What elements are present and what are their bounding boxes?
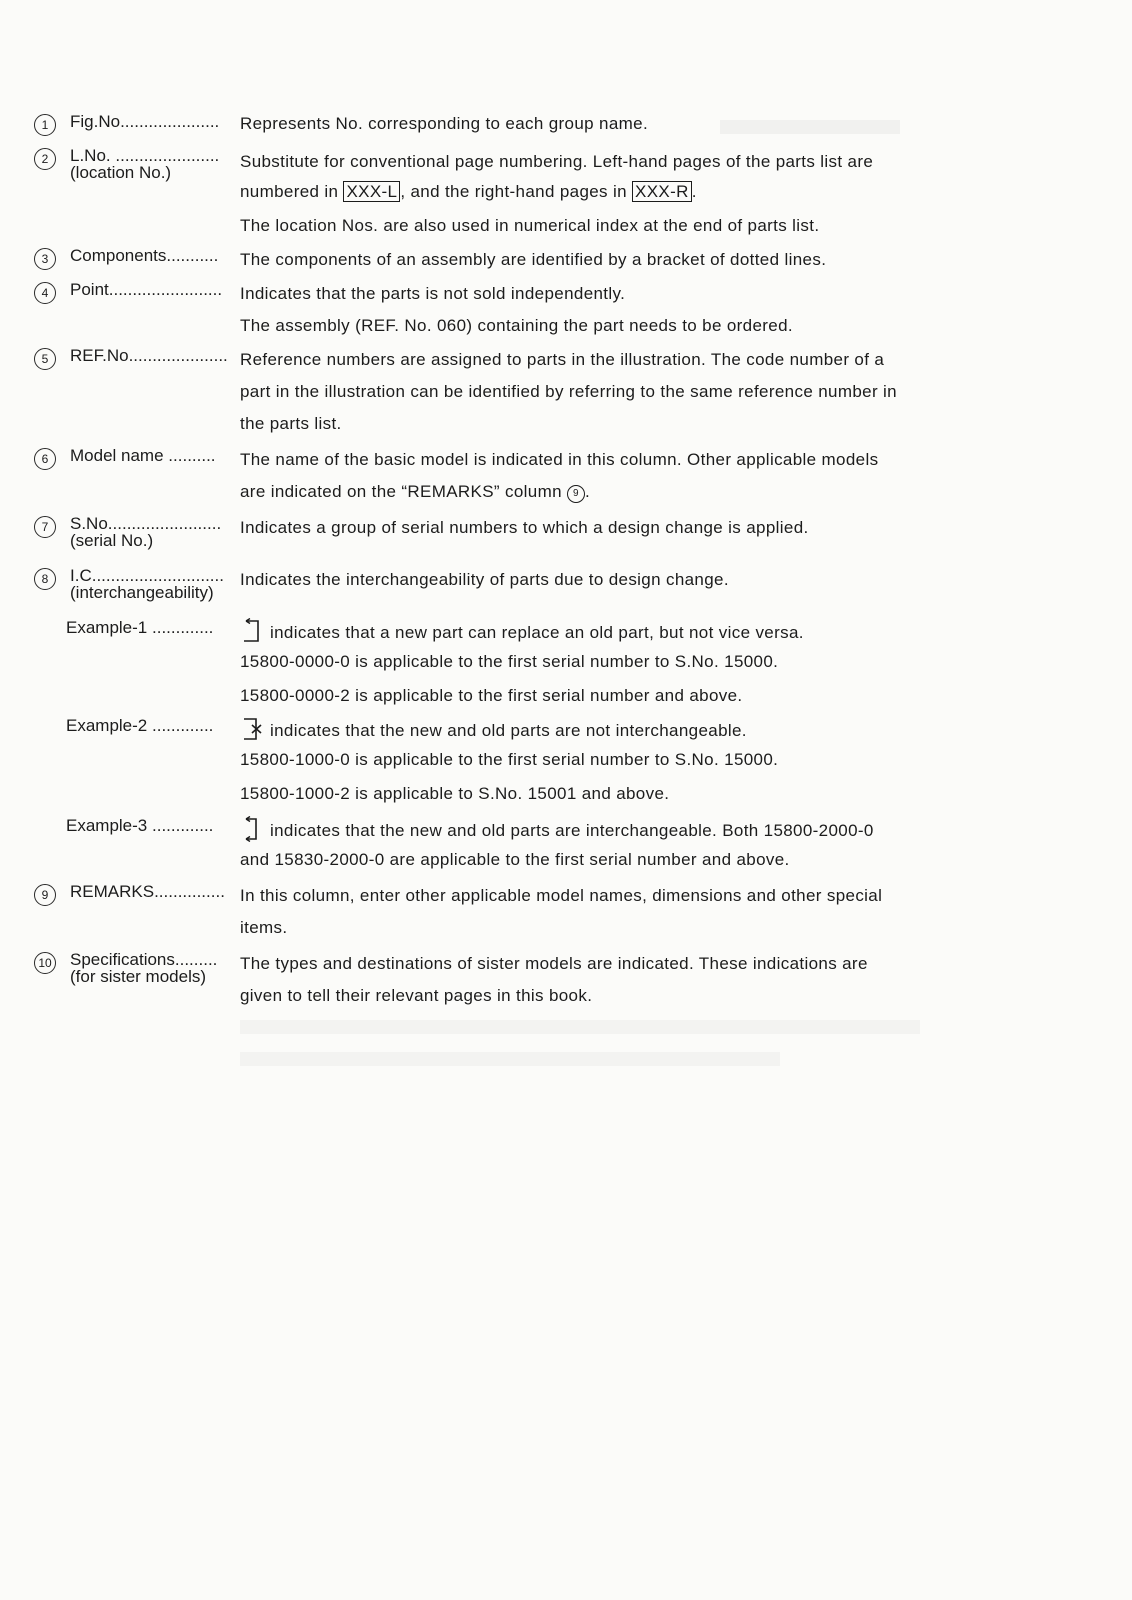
entry-description-line: numbered in XXX-L , and the right-hand pages in XXX-R . [240, 182, 697, 201]
example-label: Example-2 [66, 716, 148, 735]
entry-description: Reference numbers are assigned to parts in the illustration. The code number of a [240, 350, 885, 369]
example-label: Example-3 [66, 816, 148, 835]
entry-description: Indicates the interchangeability of parts due to design change. [240, 570, 729, 589]
entry-description: In this column, enter other applicable model names, dimensions and other special [240, 886, 883, 905]
entry-description-line: The assembly (REF. No. 060) containing the part needs to be ordered. [240, 316, 793, 335]
entry-description-line: given to tell their relevant pages in this book. [240, 986, 593, 1005]
circled-number: 3 [34, 248, 56, 270]
entry-term: I.C. [70, 566, 97, 585]
dot-leader: ........................ [108, 280, 223, 299]
entry-subterm: (location No.) [70, 163, 172, 182]
entry-term: S.No. [70, 514, 113, 533]
entry-description: Indicates that the parts is not sold independently. [240, 284, 626, 303]
dot-leader: ............. [152, 716, 214, 735]
entry-subterm: (for sister models) [70, 967, 207, 986]
entry-description: The name of the basic model is indicated in this column. Other applicable models [240, 450, 879, 469]
example-detail-line: and 15830-2000-0 are applicable to the first serial number and above. [240, 850, 790, 869]
entry-description: Indicates a group of serial numbers to which a design change is applied. [240, 518, 809, 537]
entry-description-line: the parts list. [240, 414, 342, 433]
entry-description-line: The location Nos. are also used in numerical index at the end of parts list. [240, 216, 820, 235]
example-description: indicates that the new and old parts are interchangeable. Both 15800-2000-0 [240, 816, 874, 842]
circled-number: 7 [34, 516, 56, 538]
entry-description: Substitute for conventional page numbering. Left-hand pages of the parts list are [240, 152, 874, 171]
example-detail-line: 15800-1000-2 is applicable to S.No. 15001 and above. [240, 784, 670, 803]
dot-leader: .......... [168, 446, 216, 465]
entry-term: REF.No. [70, 346, 134, 365]
bleed-through-shade [720, 120, 900, 134]
circled-number: 10 [34, 952, 56, 974]
entry-subterm: (serial No.) [70, 531, 154, 550]
example-description: indicates that the new and old parts are not interchangeable. [240, 716, 747, 742]
entry-term: Point [70, 280, 109, 299]
circled-number: 4 [34, 282, 56, 304]
circled-number: 6 [34, 448, 56, 470]
circled-number: 8 [34, 568, 56, 590]
circled-number: 5 [34, 348, 56, 370]
dot-leader: .................... [124, 112, 220, 131]
example-detail-line: 15800-0000-2 is applicable to the first serial number and above. [240, 686, 743, 705]
not-interchangeable-bracket-icon [240, 716, 264, 742]
entry-description: The components of an assembly are identified by a bracket of dotted lines. [240, 250, 827, 269]
boxed-page-code-left: XXX-L [343, 181, 400, 202]
entry-term: Components [70, 246, 167, 265]
one-way-interchange-bracket-icon [240, 618, 264, 644]
example-label: Example-1 [66, 618, 148, 637]
entry-term: L.No. [70, 146, 111, 165]
circled-number: 9 [34, 884, 56, 906]
entry-description-line: items. [240, 918, 288, 937]
circled-number: 2 [34, 148, 56, 170]
entry-description-line: are indicated on the “REMARKS” column 9 . [240, 482, 591, 501]
entry-description-line: part in the illustration can be identified by referring to the same reference number in [240, 382, 897, 401]
two-way-interchange-bracket-icon [240, 816, 264, 842]
entry-term: Fig.No. [70, 112, 125, 131]
example-detail-line: 15800-0000-0 is applicable to the first serial number to S.No. 15000. [240, 652, 779, 671]
boxed-page-code-right: XXX-R [632, 181, 692, 202]
dot-leader: ............. [152, 618, 214, 637]
dot-leader: ....................... [112, 514, 222, 533]
dot-leader: ........................... [96, 566, 224, 585]
dot-leader: ............. [152, 816, 214, 835]
entry-description: The types and destinations of sister models are indicated. These indications are [240, 954, 868, 973]
example-description: indicates that a new part can replace an old part, but not vice versa. [240, 618, 804, 644]
dot-leader: ........... [166, 246, 219, 265]
circled-number: 1 [34, 114, 56, 136]
entry-term: REMARKS [70, 882, 155, 901]
entry-subterm: (interchangeability) [70, 583, 214, 602]
entry-description: Represents No. corresponding to each group name. [240, 114, 649, 133]
entry-term: Specifications [70, 950, 175, 969]
example-detail-line: 15800-1000-0 is applicable to the first serial number to S.No. 15000. [240, 750, 779, 769]
entry-term: Model name [70, 446, 164, 465]
inline-circled-number: 9 [567, 485, 585, 503]
dot-leader: .................... [133, 346, 228, 365]
dot-leader: ......... [174, 950, 218, 969]
dot-leader: ...................... [115, 146, 220, 165]
bleed-through-shade [240, 1052, 780, 1066]
bleed-through-shade [240, 1020, 920, 1034]
dot-leader: ............... [154, 882, 225, 901]
